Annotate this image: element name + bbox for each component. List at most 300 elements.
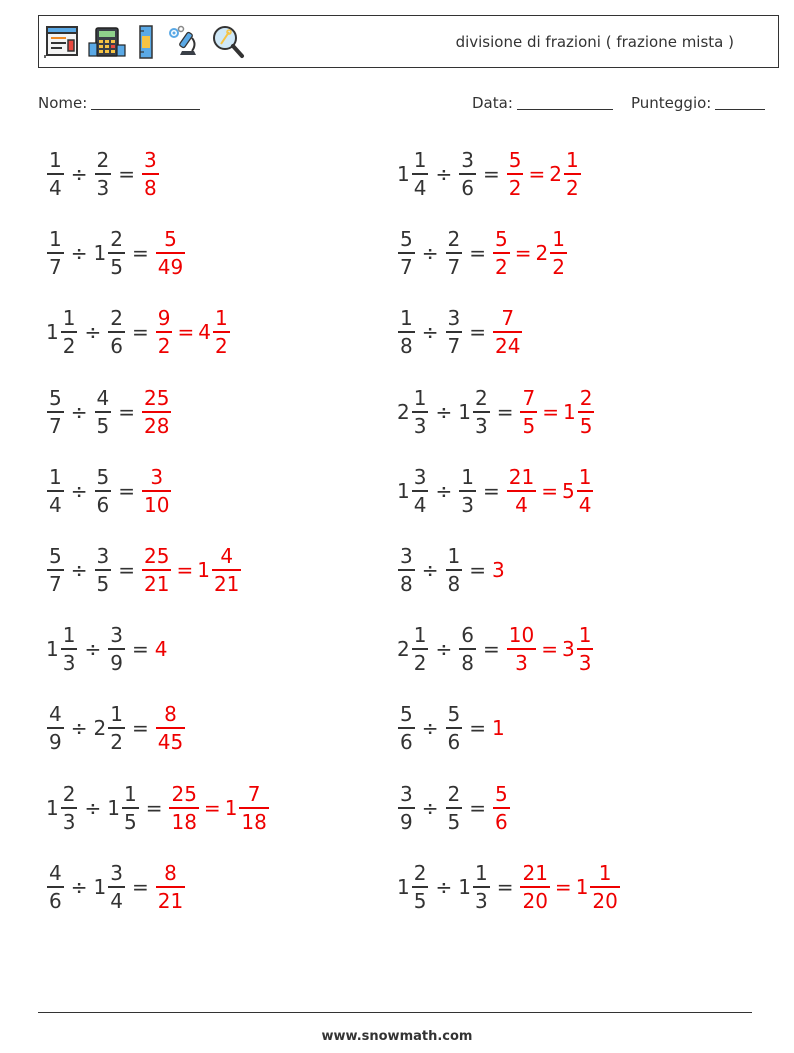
mixed-number bbox=[46, 308, 78, 356]
numerator: 1 bbox=[62, 623, 76, 648]
answer bbox=[141, 388, 172, 436]
name-label: Nome: bbox=[38, 94, 88, 112]
numerator: 1 bbox=[110, 702, 123, 727]
divide-sign: ÷ bbox=[435, 400, 453, 424]
denominator: 7 bbox=[400, 254, 413, 279]
answer bbox=[155, 637, 169, 661]
ruler-icon bbox=[134, 24, 158, 60]
numerator: 5 bbox=[495, 782, 508, 807]
fraction bbox=[507, 625, 536, 673]
equals-sign: = bbox=[131, 320, 149, 344]
whole-part: 1 bbox=[224, 796, 238, 820]
mixed-number bbox=[107, 784, 139, 832]
fraction bbox=[47, 863, 64, 911]
whole-part: 2 bbox=[397, 400, 410, 424]
whole-part: 2 bbox=[93, 716, 107, 740]
fraction bbox=[95, 467, 112, 515]
numerator: 3 bbox=[447, 306, 461, 331]
equals-sign: = bbox=[118, 479, 135, 503]
fraction bbox=[169, 784, 198, 832]
mixed-number bbox=[94, 229, 126, 277]
equals-sign: = bbox=[131, 875, 149, 899]
numerator: 2 bbox=[62, 782, 76, 807]
problem-19 bbox=[46, 857, 186, 917]
fraction bbox=[398, 546, 415, 594]
whole-part: 1 bbox=[46, 637, 59, 661]
numerator: 1 bbox=[400, 306, 413, 331]
answer bbox=[519, 388, 595, 436]
mixed-number bbox=[155, 704, 186, 752]
denominator: 6 bbox=[461, 175, 474, 200]
denominator: 3 bbox=[62, 809, 76, 834]
numerator: 5 bbox=[400, 702, 413, 727]
whole-part: 1 bbox=[397, 479, 410, 503]
fraction bbox=[520, 388, 537, 436]
numerator: 4 bbox=[49, 702, 62, 727]
mixed-number bbox=[458, 150, 477, 198]
equals-sign: = bbox=[469, 558, 486, 582]
fraction bbox=[108, 308, 125, 356]
mixed-number bbox=[107, 308, 126, 356]
numerator: 1 bbox=[447, 544, 461, 569]
equals-sign: = bbox=[541, 479, 558, 503]
whole-part: 2 bbox=[397, 637, 410, 661]
fraction bbox=[459, 467, 476, 515]
mixed-number bbox=[492, 229, 511, 277]
fraction bbox=[578, 388, 595, 436]
equals-sign: = bbox=[145, 796, 163, 820]
denominator: 21 bbox=[213, 571, 240, 596]
fraction bbox=[95, 546, 112, 594]
numerator: 1 bbox=[49, 148, 62, 173]
fraction bbox=[412, 625, 429, 673]
fraction bbox=[156, 308, 173, 356]
equals-sign: = bbox=[118, 558, 135, 582]
mixed-number bbox=[155, 229, 186, 277]
mixed-number bbox=[46, 229, 65, 277]
denominator: 9 bbox=[110, 650, 123, 675]
numerator: 2 bbox=[447, 782, 461, 807]
whole-part: 1 bbox=[93, 875, 107, 899]
equals-sign: = bbox=[203, 796, 221, 820]
fraction bbox=[142, 546, 171, 594]
whole-part: 4 bbox=[154, 637, 168, 661]
numerator: 25 bbox=[171, 782, 197, 807]
denominator: 8 bbox=[400, 333, 413, 358]
mixed-number bbox=[155, 308, 174, 356]
numerator: 5 bbox=[400, 227, 413, 252]
fraction bbox=[473, 388, 490, 436]
answer bbox=[155, 229, 186, 277]
date-field[interactable] bbox=[472, 94, 613, 112]
denominator: 5 bbox=[96, 413, 110, 438]
footer-url: www.snowmath.com bbox=[321, 1029, 473, 1044]
numerator: 5 bbox=[447, 702, 461, 727]
problem-13 bbox=[46, 619, 168, 679]
numerator: 4 bbox=[96, 386, 110, 411]
denominator: 3 bbox=[578, 650, 592, 675]
fraction bbox=[239, 784, 268, 832]
answer bbox=[492, 558, 506, 582]
numerator: 5 bbox=[508, 148, 522, 173]
mixed-number bbox=[519, 388, 538, 436]
answer bbox=[168, 784, 269, 832]
footer-divider bbox=[38, 1012, 752, 1013]
fraction bbox=[108, 229, 125, 277]
fraction bbox=[459, 150, 476, 198]
equals-sign: = bbox=[482, 162, 500, 186]
numerator: 3 bbox=[110, 623, 123, 648]
divide-sign: ÷ bbox=[70, 558, 88, 582]
mixed-number bbox=[397, 625, 429, 673]
mixed-number bbox=[549, 150, 581, 198]
fraction bbox=[446, 229, 463, 277]
mixed-number bbox=[225, 784, 270, 832]
equals-sign: = bbox=[177, 320, 195, 344]
equals-sign: = bbox=[469, 320, 486, 344]
denominator: 7 bbox=[49, 571, 62, 596]
mixed-number bbox=[492, 716, 506, 740]
denominator: 10 bbox=[144, 492, 170, 517]
denominator: 4 bbox=[49, 175, 62, 200]
divide-sign: ÷ bbox=[435, 875, 453, 899]
numerator: 1 bbox=[214, 306, 228, 331]
numerator: 25 bbox=[144, 544, 170, 569]
denominator: 7 bbox=[49, 413, 62, 438]
fraction bbox=[507, 467, 536, 515]
denominator: 7 bbox=[49, 254, 62, 279]
mixed-number bbox=[492, 308, 523, 356]
numerator: 2 bbox=[474, 386, 488, 411]
mixed-number bbox=[397, 388, 429, 436]
divide-sign: ÷ bbox=[70, 162, 88, 186]
denominator: 6 bbox=[495, 809, 508, 834]
equals-sign: = bbox=[528, 162, 546, 186]
fraction bbox=[493, 784, 510, 832]
denominator: 5 bbox=[123, 809, 137, 834]
fraction bbox=[108, 704, 125, 752]
mixed-number bbox=[458, 388, 490, 436]
denominator: 3 bbox=[515, 650, 528, 675]
divide-sign: ÷ bbox=[70, 400, 88, 424]
score-field[interactable] bbox=[631, 94, 765, 112]
answer bbox=[492, 229, 568, 277]
denominator: 2 bbox=[495, 254, 508, 279]
equals-sign: = bbox=[554, 875, 572, 899]
mixed-number bbox=[94, 704, 126, 752]
denominator: 5 bbox=[447, 809, 461, 834]
whole-part: 1 bbox=[93, 241, 107, 265]
numerator: 10 bbox=[508, 623, 535, 648]
numerator: 2 bbox=[447, 227, 461, 252]
fraction bbox=[156, 704, 185, 752]
mixed-number bbox=[155, 863, 186, 911]
equals-sign: = bbox=[482, 637, 500, 661]
answer bbox=[506, 625, 595, 673]
problem-20 bbox=[397, 857, 621, 917]
denominator: 5 bbox=[579, 413, 593, 438]
denominator: 6 bbox=[447, 729, 461, 754]
denominator: 4 bbox=[413, 492, 427, 517]
mixed-number bbox=[562, 467, 594, 515]
denominator: 8 bbox=[144, 175, 157, 200]
numerator: 2 bbox=[110, 227, 123, 252]
fraction bbox=[577, 625, 594, 673]
mixed-number bbox=[94, 863, 126, 911]
denominator: 4 bbox=[578, 492, 592, 517]
fraction bbox=[473, 863, 490, 911]
numerator: 3 bbox=[96, 544, 110, 569]
mixed-number bbox=[397, 229, 416, 277]
answer bbox=[506, 467, 595, 515]
denominator: 49 bbox=[157, 254, 184, 279]
mixed-number bbox=[46, 467, 65, 515]
mixed-number bbox=[46, 704, 65, 752]
whole-part: 1 bbox=[492, 716, 505, 740]
numerator: 5 bbox=[49, 544, 62, 569]
denominator: 5 bbox=[110, 254, 123, 279]
answer bbox=[141, 546, 242, 594]
score-blank[interactable] bbox=[715, 96, 765, 110]
denominator: 18 bbox=[171, 809, 197, 834]
mixed-number bbox=[46, 150, 65, 198]
numerator: 9 bbox=[157, 306, 171, 331]
fraction bbox=[446, 308, 463, 356]
numerator: 7 bbox=[247, 782, 261, 807]
numerator: 1 bbox=[123, 782, 137, 807]
fraction bbox=[142, 150, 159, 198]
problem-15 bbox=[46, 698, 186, 758]
denominator: 45 bbox=[157, 729, 184, 754]
mixed-number bbox=[198, 308, 230, 356]
problem-8 bbox=[397, 382, 595, 442]
mixed-number bbox=[397, 546, 416, 594]
denominator: 6 bbox=[49, 888, 62, 913]
fraction bbox=[95, 388, 112, 436]
problem-1 bbox=[46, 144, 160, 204]
equals-sign: = bbox=[469, 241, 486, 265]
denominator: 5 bbox=[96, 571, 110, 596]
divide-sign: ÷ bbox=[435, 162, 453, 186]
fraction bbox=[47, 704, 64, 752]
fraction bbox=[507, 150, 524, 198]
equals-sign: = bbox=[131, 241, 149, 265]
mixed-number bbox=[94, 388, 113, 436]
fraction bbox=[213, 308, 230, 356]
fraction bbox=[47, 229, 64, 277]
fraction bbox=[550, 229, 567, 277]
divide-sign: ÷ bbox=[84, 796, 102, 820]
numerator: 4 bbox=[220, 544, 234, 569]
header-icons bbox=[44, 20, 246, 64]
mixed-number bbox=[397, 863, 429, 911]
whole-part: 1 bbox=[458, 400, 471, 424]
numerator: 25 bbox=[144, 386, 170, 411]
worksheet-title: divisione di frazioni ( frazione mista ) bbox=[455, 32, 734, 51]
denominator: 5 bbox=[413, 888, 427, 913]
numerator: 1 bbox=[461, 465, 474, 490]
date-blank[interactable] bbox=[517, 96, 613, 110]
numerator: 2 bbox=[579, 386, 593, 411]
equals-sign: = bbox=[496, 875, 514, 899]
mixed-number bbox=[94, 546, 113, 594]
fraction bbox=[142, 388, 171, 436]
denominator: 3 bbox=[62, 650, 76, 675]
divide-sign: ÷ bbox=[84, 637, 102, 661]
equals-sign: = bbox=[118, 400, 135, 424]
numerator: 5 bbox=[164, 227, 177, 252]
whole-part: 3 bbox=[561, 637, 575, 661]
mixed-number bbox=[445, 546, 464, 594]
problem-17 bbox=[46, 778, 270, 838]
mixed-number bbox=[94, 467, 113, 515]
calculator-icon bbox=[88, 25, 126, 59]
denominator: 6 bbox=[400, 729, 413, 754]
magnifier-icon bbox=[210, 23, 246, 61]
fraction bbox=[212, 546, 241, 594]
equals-sign: = bbox=[469, 716, 486, 740]
numerator: 1 bbox=[565, 148, 579, 173]
numerator: 1 bbox=[552, 227, 565, 252]
numerator: 1 bbox=[474, 861, 488, 886]
denominator: 9 bbox=[400, 809, 413, 834]
fraction bbox=[459, 625, 476, 673]
problem-6 bbox=[397, 302, 523, 362]
equals-sign: = bbox=[542, 400, 559, 424]
fraction bbox=[61, 784, 78, 832]
divide-sign: ÷ bbox=[70, 479, 88, 503]
fraction bbox=[95, 150, 112, 198]
denominator: 9 bbox=[49, 729, 62, 754]
problem-12 bbox=[397, 540, 506, 600]
mixed-number bbox=[458, 625, 477, 673]
fraction bbox=[47, 150, 64, 198]
whole-part: 4 bbox=[198, 320, 211, 344]
fraction bbox=[446, 704, 463, 752]
problem-14 bbox=[397, 619, 594, 679]
fraction bbox=[493, 308, 522, 356]
mixed-number bbox=[46, 388, 65, 436]
answer bbox=[141, 150, 160, 198]
denominator: 3 bbox=[474, 413, 488, 438]
mixed-number bbox=[46, 863, 65, 911]
numerator: 1 bbox=[578, 465, 592, 490]
numerator: 3 bbox=[400, 782, 413, 807]
mixed-number bbox=[536, 229, 568, 277]
problem-16 bbox=[397, 698, 506, 758]
numerator: 6 bbox=[461, 623, 474, 648]
denominator: 21 bbox=[144, 571, 170, 596]
fraction bbox=[108, 625, 125, 673]
fraction bbox=[412, 863, 429, 911]
mixed-number bbox=[155, 637, 169, 661]
divide-sign: ÷ bbox=[70, 875, 88, 899]
mixed-number bbox=[46, 546, 65, 594]
fraction bbox=[122, 784, 139, 832]
worksheet-icon bbox=[44, 25, 80, 59]
problem-9 bbox=[46, 461, 172, 521]
numerator: 1 bbox=[49, 465, 62, 490]
problem-5 bbox=[46, 302, 231, 362]
fraction bbox=[398, 229, 415, 277]
denominator: 2 bbox=[565, 175, 579, 200]
numerator: 3 bbox=[461, 148, 474, 173]
denominator: 3 bbox=[474, 888, 488, 913]
fraction bbox=[493, 229, 510, 277]
fraction bbox=[412, 150, 429, 198]
numerator: 5 bbox=[96, 465, 110, 490]
denominator: 3 bbox=[461, 492, 474, 517]
denominator: 21 bbox=[157, 888, 184, 913]
whole-part: 2 bbox=[535, 241, 549, 265]
numerator: 1 bbox=[413, 148, 427, 173]
equals-sign: = bbox=[541, 637, 558, 661]
fraction bbox=[108, 863, 125, 911]
fraction bbox=[520, 863, 549, 911]
answer bbox=[155, 704, 186, 752]
whole-part: 1 bbox=[458, 875, 471, 899]
worksheet-header bbox=[38, 15, 779, 68]
mixed-number bbox=[46, 625, 78, 673]
fraction bbox=[47, 388, 64, 436]
denominator: 2 bbox=[552, 254, 565, 279]
problem-2 bbox=[397, 144, 582, 204]
denominator: 20 bbox=[592, 888, 618, 913]
whole-part: 2 bbox=[549, 162, 562, 186]
problem-10 bbox=[397, 461, 594, 521]
mixed-number bbox=[141, 546, 172, 594]
whole-part: 1 bbox=[197, 558, 210, 582]
denominator: 3 bbox=[413, 413, 427, 438]
denominator: 4 bbox=[49, 492, 62, 517]
mixed-number bbox=[445, 308, 464, 356]
denominator: 5 bbox=[522, 413, 536, 438]
name-field[interactable] bbox=[38, 94, 200, 112]
answer bbox=[519, 863, 620, 911]
problem-18 bbox=[397, 778, 511, 838]
mixed-number bbox=[197, 546, 242, 594]
divide-sign: ÷ bbox=[421, 796, 439, 820]
numerator: 7 bbox=[501, 306, 515, 331]
mixed-number bbox=[141, 150, 160, 198]
mixed-number bbox=[397, 467, 429, 515]
mixed-number bbox=[168, 784, 199, 832]
mixed-number bbox=[576, 863, 621, 911]
answer bbox=[155, 308, 231, 356]
answer bbox=[141, 467, 172, 515]
denominator: 4 bbox=[515, 492, 528, 517]
whole-part: 1 bbox=[397, 162, 410, 186]
fraction bbox=[47, 546, 64, 594]
denominator: 18 bbox=[241, 809, 267, 834]
numerator: 7 bbox=[522, 386, 536, 411]
mixed-number bbox=[492, 784, 511, 832]
name-blank[interactable] bbox=[91, 96, 200, 110]
whole-part: 1 bbox=[562, 400, 576, 424]
mixed-number bbox=[397, 784, 416, 832]
equals-sign: = bbox=[514, 241, 532, 265]
problem-3 bbox=[46, 223, 186, 283]
whole-part: 5 bbox=[561, 479, 575, 503]
mixed-number bbox=[94, 150, 113, 198]
fraction bbox=[61, 308, 78, 356]
answer bbox=[506, 150, 582, 198]
numerator: 3 bbox=[150, 465, 164, 490]
denominator: 8 bbox=[400, 571, 413, 596]
problem-4 bbox=[397, 223, 568, 283]
mixed-number bbox=[397, 704, 416, 752]
denominator: 8 bbox=[461, 650, 474, 675]
